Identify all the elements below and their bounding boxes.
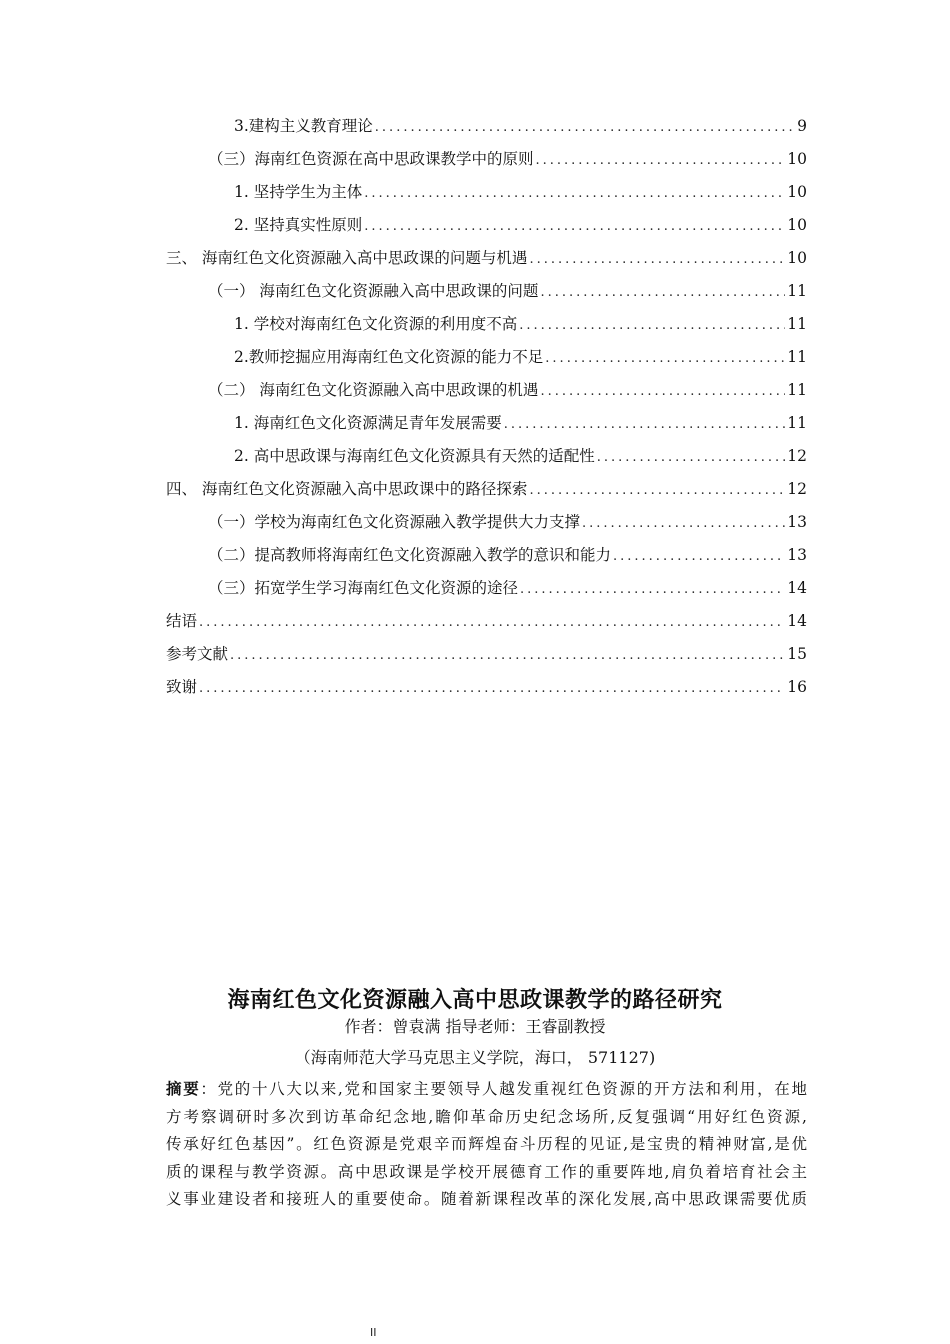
- toc-entry[interactable]: [166, 110, 807, 143]
- toc-entry-page: 11: [787, 348, 807, 366]
- toc-entry-title: （三）海南红色资源在高中思政课教学中的原则: [208, 150, 534, 168]
- toc-dot-leader: [364, 177, 785, 210]
- toc-entry-title: 结语: [166, 612, 198, 630]
- paper-title: 海南红色文化资源融入高中思政课教学的路径研究: [227, 988, 723, 1013]
- toc-entry-page: 11: [787, 414, 807, 432]
- toc-dot-leader: [597, 441, 786, 474]
- toc-entry-title: （二）提高教师将海南红色文化资源融入教学的意识和能力: [208, 546, 612, 564]
- toc-entry-page: 15: [787, 645, 807, 663]
- toc-entry-page: 14: [787, 579, 807, 597]
- toc-entry-title: 1. 海南红色文化资源满足青年发展需要: [234, 414, 502, 432]
- table-of-contents: [166, 110, 807, 704]
- abstract-text: 传承好红色基因”。红色资源是党艰辛而辉煌奋斗历程的见证,是宝贵的精神财富,是优: [166, 1135, 807, 1153]
- abstract-text: 质的课程与教学资源。高中思政课是学校开展德育工作的重要阵地,肩负着培育社会主: [166, 1162, 807, 1181]
- toc-entry-title: 3.建构主义教育理论: [234, 117, 373, 135]
- abstract-line: [166, 1104, 807, 1132]
- toc-dot-leader: [529, 474, 785, 507]
- toc-entry[interactable]: [166, 638, 807, 671]
- abstract-line: [166, 1076, 807, 1104]
- toc-dot-leader: [199, 606, 785, 639]
- affiliation-line: （海南师范大学马克思主义学院，海口， 571127): [294, 1048, 656, 1067]
- abstract-text: 义事业建设者和接班人的重要使命。随着新课程改革的深化发展,高中思政课需要优质: [166, 1190, 807, 1208]
- toc-entry-page: 12: [787, 480, 807, 498]
- toc-dot-leader: [230, 639, 785, 672]
- toc-entry-page: 11: [787, 381, 807, 399]
- toc-entry[interactable]: [166, 407, 807, 440]
- toc-entry-page: 11: [787, 282, 807, 300]
- toc-entry[interactable]: [166, 176, 807, 209]
- abstract-line: [166, 1131, 807, 1159]
- toc-entry[interactable]: [166, 308, 807, 341]
- toc-entry[interactable]: [166, 440, 807, 473]
- toc-dot-leader: [519, 309, 785, 342]
- toc-entry-page: 14: [787, 612, 807, 630]
- toc-entry[interactable]: [166, 671, 807, 704]
- toc-entry-title: 1. 坚持学生为主体: [234, 183, 363, 201]
- page-number: II: [370, 1326, 377, 1339]
- toc-entry-title: （三）拓宽学生学习海南红色文化资源的途径: [208, 579, 519, 597]
- toc-entry-page: 10: [787, 150, 807, 168]
- toc-dot-leader: [540, 276, 785, 309]
- toc-entry[interactable]: [166, 506, 807, 539]
- toc-entry[interactable]: [166, 374, 807, 407]
- toc-entry[interactable]: [166, 209, 807, 242]
- toc-dot-leader: [536, 144, 786, 177]
- toc-entry-page: 12: [787, 447, 807, 465]
- abstract-line: [166, 1159, 807, 1187]
- toc-entry-page: 11: [787, 315, 807, 333]
- toc-dot-leader: [582, 507, 785, 540]
- toc-entry-title: （一）学校为海南红色文化资源融入教学提供大力支撑: [208, 513, 581, 531]
- abstract-text: 方考察调研时多次到访革命纪念地,瞻仰革命历史纪念场所,反复强调“用好红色资源,: [166, 1107, 807, 1126]
- abstract-label: 摘要: [166, 1080, 201, 1098]
- toc-entry[interactable]: [166, 341, 807, 374]
- toc-entry-title: 2.教师挖掘应用海南红色文化资源的能力不足: [234, 348, 544, 366]
- toc-entry[interactable]: [166, 539, 807, 572]
- toc-entry-title: 2. 高中思政课与海南红色文化资源具有天然的适配性: [234, 447, 595, 465]
- toc-entry[interactable]: [166, 275, 807, 308]
- toc-entry-title: 1. 学校对海南红色文化资源的利用度不高: [234, 315, 518, 333]
- toc-entry-page: 16: [787, 678, 807, 696]
- toc-entry[interactable]: [166, 242, 807, 275]
- toc-entry[interactable]: [166, 572, 807, 605]
- toc-dot-leader: [613, 540, 785, 573]
- toc-dot-leader: [540, 375, 785, 408]
- toc-dot-leader: [520, 573, 785, 606]
- toc-dot-leader: [545, 342, 785, 375]
- toc-entry[interactable]: [166, 605, 807, 638]
- toc-entry-page: 13: [787, 546, 807, 564]
- toc-entry-title: 致谢: [166, 678, 198, 696]
- toc-entry-title: （二） 海南红色文化资源融入高中思政课的机遇: [208, 381, 539, 399]
- toc-entry-page: 9: [797, 117, 807, 135]
- toc-entry-title: 四、 海南红色文化资源融入高中思政课中的路径探索: [166, 480, 528, 498]
- toc-entry-title: 参考文献: [166, 645, 229, 663]
- toc-entry-title: （一） 海南红色文化资源融入高中思政课的问题: [208, 282, 539, 300]
- toc-dot-leader: [364, 210, 785, 243]
- toc-dot-leader: [529, 243, 785, 276]
- abstract-line: [166, 1186, 807, 1214]
- toc-entry-page: 10: [787, 183, 807, 201]
- toc-entry-title: 2. 坚持真实性原则: [234, 216, 363, 234]
- toc-entry-page: 10: [787, 249, 807, 267]
- abstract: [166, 1076, 807, 1214]
- toc-entry-page: 10: [787, 216, 807, 234]
- toc-entry[interactable]: [166, 143, 807, 176]
- author-line: 作者：曾袁满 指导老师：王睿副教授: [344, 1017, 606, 1036]
- toc-entry-title: 三、 海南红色文化资源融入高中思政课的问题与机遇: [166, 249, 528, 267]
- toc-entry-page: 13: [787, 513, 807, 531]
- abstract-text: ：党的十八大以来,党和国家主要领导人越发重视红色资源的开方法和利用，在地: [200, 1080, 807, 1098]
- toc-dot-leader: [504, 408, 786, 441]
- toc-dot-leader: [199, 672, 785, 705]
- toc-dot-leader: [375, 111, 795, 144]
- toc-entry[interactable]: [166, 473, 807, 506]
